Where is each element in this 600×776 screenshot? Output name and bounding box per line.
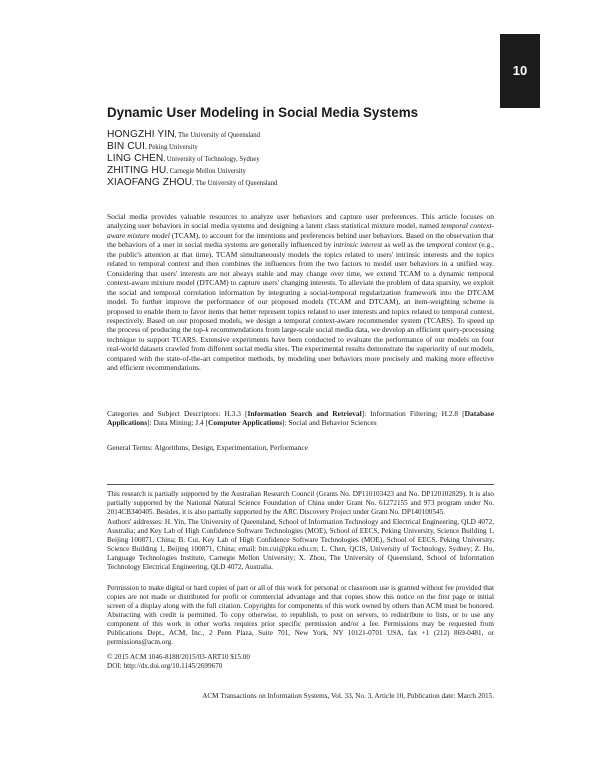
funding-note: This research is partially supported by the Australian Research Council (Grants No. DP110103423 and No. DP120102829). It is also partially supported by the National Natural Science Foundation of China under Grant No. 61272155 and 973 program under No. 2014CB340405. Besides, it is also partially supported by the ARC Discovery Project under Grant No. DP140100545. bbox=[107, 490, 494, 516]
abstract-text: Social media provides valuable resources to analyze user behaviors and capture user preferences. This article focuses on analyzing user behaviors in social media systems and designing a latent class statistical mixture model, named bbox=[107, 212, 494, 231]
descriptor-category: Information Search and Retrieval bbox=[247, 409, 362, 418]
author-name: BIN CUI bbox=[107, 141, 146, 152]
author-affiliation: , Carnegie Mellon University bbox=[166, 168, 246, 175]
author-name: ZHITING HU bbox=[107, 165, 167, 176]
author-entry bbox=[107, 141, 487, 153]
paper-title: Dynamic User Modeling in Social Media Systems bbox=[107, 105, 419, 120]
abstract-text: recommendations from large-scale social media data, we develop an efficient query-processing technique to support TCARS. Extensive experiments have been conducted to evaluate the performance of our models on four real-world datasets crawled from different social media sites. The experimental results demonstrate the superiority of our models, compared with the state-of-the-art competitor methods, by modeling user behaviors more precisely and making more effective and efficient recommendations. bbox=[107, 325, 495, 373]
abstract bbox=[107, 212, 494, 373]
doi-line: DOI: http://dx.doi.org/10.1145/2699670 bbox=[107, 662, 223, 670]
journal-footer: ACM Transactions on Information Systems, Vol. 33, No. 3, Article 10, Publication date: March 2015. bbox=[202, 692, 494, 700]
author-affiliation: , The University of Queensland bbox=[174, 132, 261, 139]
author-name: XIAOFANG ZHOU bbox=[107, 177, 193, 188]
author-list bbox=[107, 129, 487, 189]
abstract-term: temporal context bbox=[426, 240, 477, 250]
copyright-line: © 2015 ACM 1046-8188/2015/03-ART10 $15.00 bbox=[107, 653, 250, 661]
author-addresses: Authors' addresses: H. Yin, The University of Queensland, School of Information Technology and Electrical Engineering, QLD 4072, Australia; and Key Lab of High Confidence Software Technologies (MOE), School of EECS, Peking University, Science Building 1, Beijing 100871, China; B. Cui, Key Lab of High Confidence Software Technologies (MOE), School of EECS, Peking University, Science Building 1, Beijing 100871, China; email: bin.cui@pku.edu.cn; L. Chen, QCIS, University of Technology, Sydney; Z. Hu, Language Technologies Institute, Carnegie Mellon University; X. Zhou, The University of Queensland, School of Information Technology Electrical Engineering, QLD 4072, Australia. bbox=[107, 518, 494, 571]
descriptor-text: ]: Social and Behavior Sciences bbox=[282, 418, 377, 428]
author-name: LING CHEN bbox=[107, 153, 164, 164]
general-terms: General Terms: Algorithms, Design, Experimentation, Performance bbox=[107, 443, 308, 452]
abstract-text: (e.g., the public's attention at that time), TCAM simultaneously models the topics related to users' intrinsic interests and the topics related to temporal context and then combines the influences from the two factors to model user behaviors in a unified way. Considering that users' interests are not always stable and may change over time, we extend TCAM to a dynamic temporal context-aware mixture model (DTCAM) to capture users' changing interests. To alleviate the problem of data sparsity, we exploit the social and temporal correlation information by integrating a social-temporal regularization framework into the DTCAM model. To further improve the performance of our proposed models (TCAM and DTCAM), an item-weighting scheme is proposed to enable them to favor items that better represent topics related to user interests and topics related to temporal context, respectively. Based on our proposed models, we design a temporal context-aware recommender system (TCARS). To speed up the process of producing the top- bbox=[107, 240, 494, 335]
page-number-tab: 10 bbox=[500, 34, 540, 108]
abstract-term: intrinsic interest bbox=[333, 240, 383, 250]
abstract-text: as well as the bbox=[382, 240, 427, 250]
descriptor-category: Computer Applications bbox=[208, 418, 283, 428]
permission-notice: Permission to make digital or hard copies of part or all of this work for personal or classroom use is granted without fee provided that copies are not made or distributed for profit or commercial advantage and that copies show this notice on the first page or initial screen of a display along with the full citation. Copyrights for components of this work owned by others than ACM must be honored. Abstracting with credit is permitted. To copy otherwise, to republish, to post on servers, to redistribute to lists, or to use any component of this work in other works requires prior specific permission and/or a fee. Permissions may be requested from Publications Dept., ACM, Inc., 2 Penn Plaza, Suite 701, New York, NY 10121-0701 USA, fax +1 (212) 869-0481, or permissions@acm.org. bbox=[107, 584, 494, 646]
abstract-term: k bbox=[205, 325, 209, 335]
descriptor-text: Categories and Subject Descriptors: H.3.3 [ bbox=[107, 409, 248, 418]
footnote-divider bbox=[107, 484, 494, 485]
descriptor-category: Database Applications bbox=[107, 409, 494, 428]
author-entry bbox=[107, 165, 487, 177]
abstract-term: temporal context-aware mixture model bbox=[107, 221, 494, 240]
abstract-text: (TCAM), to account for the intentions and preferences behind user behaviors. Based on the observation that the behaviors of a user in social media systems are generally influenced by bbox=[107, 230, 495, 250]
author-affiliation: , Peking University bbox=[145, 144, 198, 151]
author-entry bbox=[107, 129, 487, 141]
author-entry bbox=[107, 177, 487, 189]
author-affiliation: , University of Technology, Sydney bbox=[163, 156, 260, 163]
descriptor-text: ]: Information Filtering; H.2.8 [ bbox=[361, 409, 465, 418]
descriptor-text: ]: Data Mining; J.4 [ bbox=[147, 418, 209, 428]
author-name: HONGZHI YIN bbox=[107, 129, 175, 140]
subject-descriptors bbox=[107, 409, 494, 428]
author-affiliation: , The University of Queensland bbox=[192, 180, 278, 187]
author-entry bbox=[107, 153, 487, 165]
